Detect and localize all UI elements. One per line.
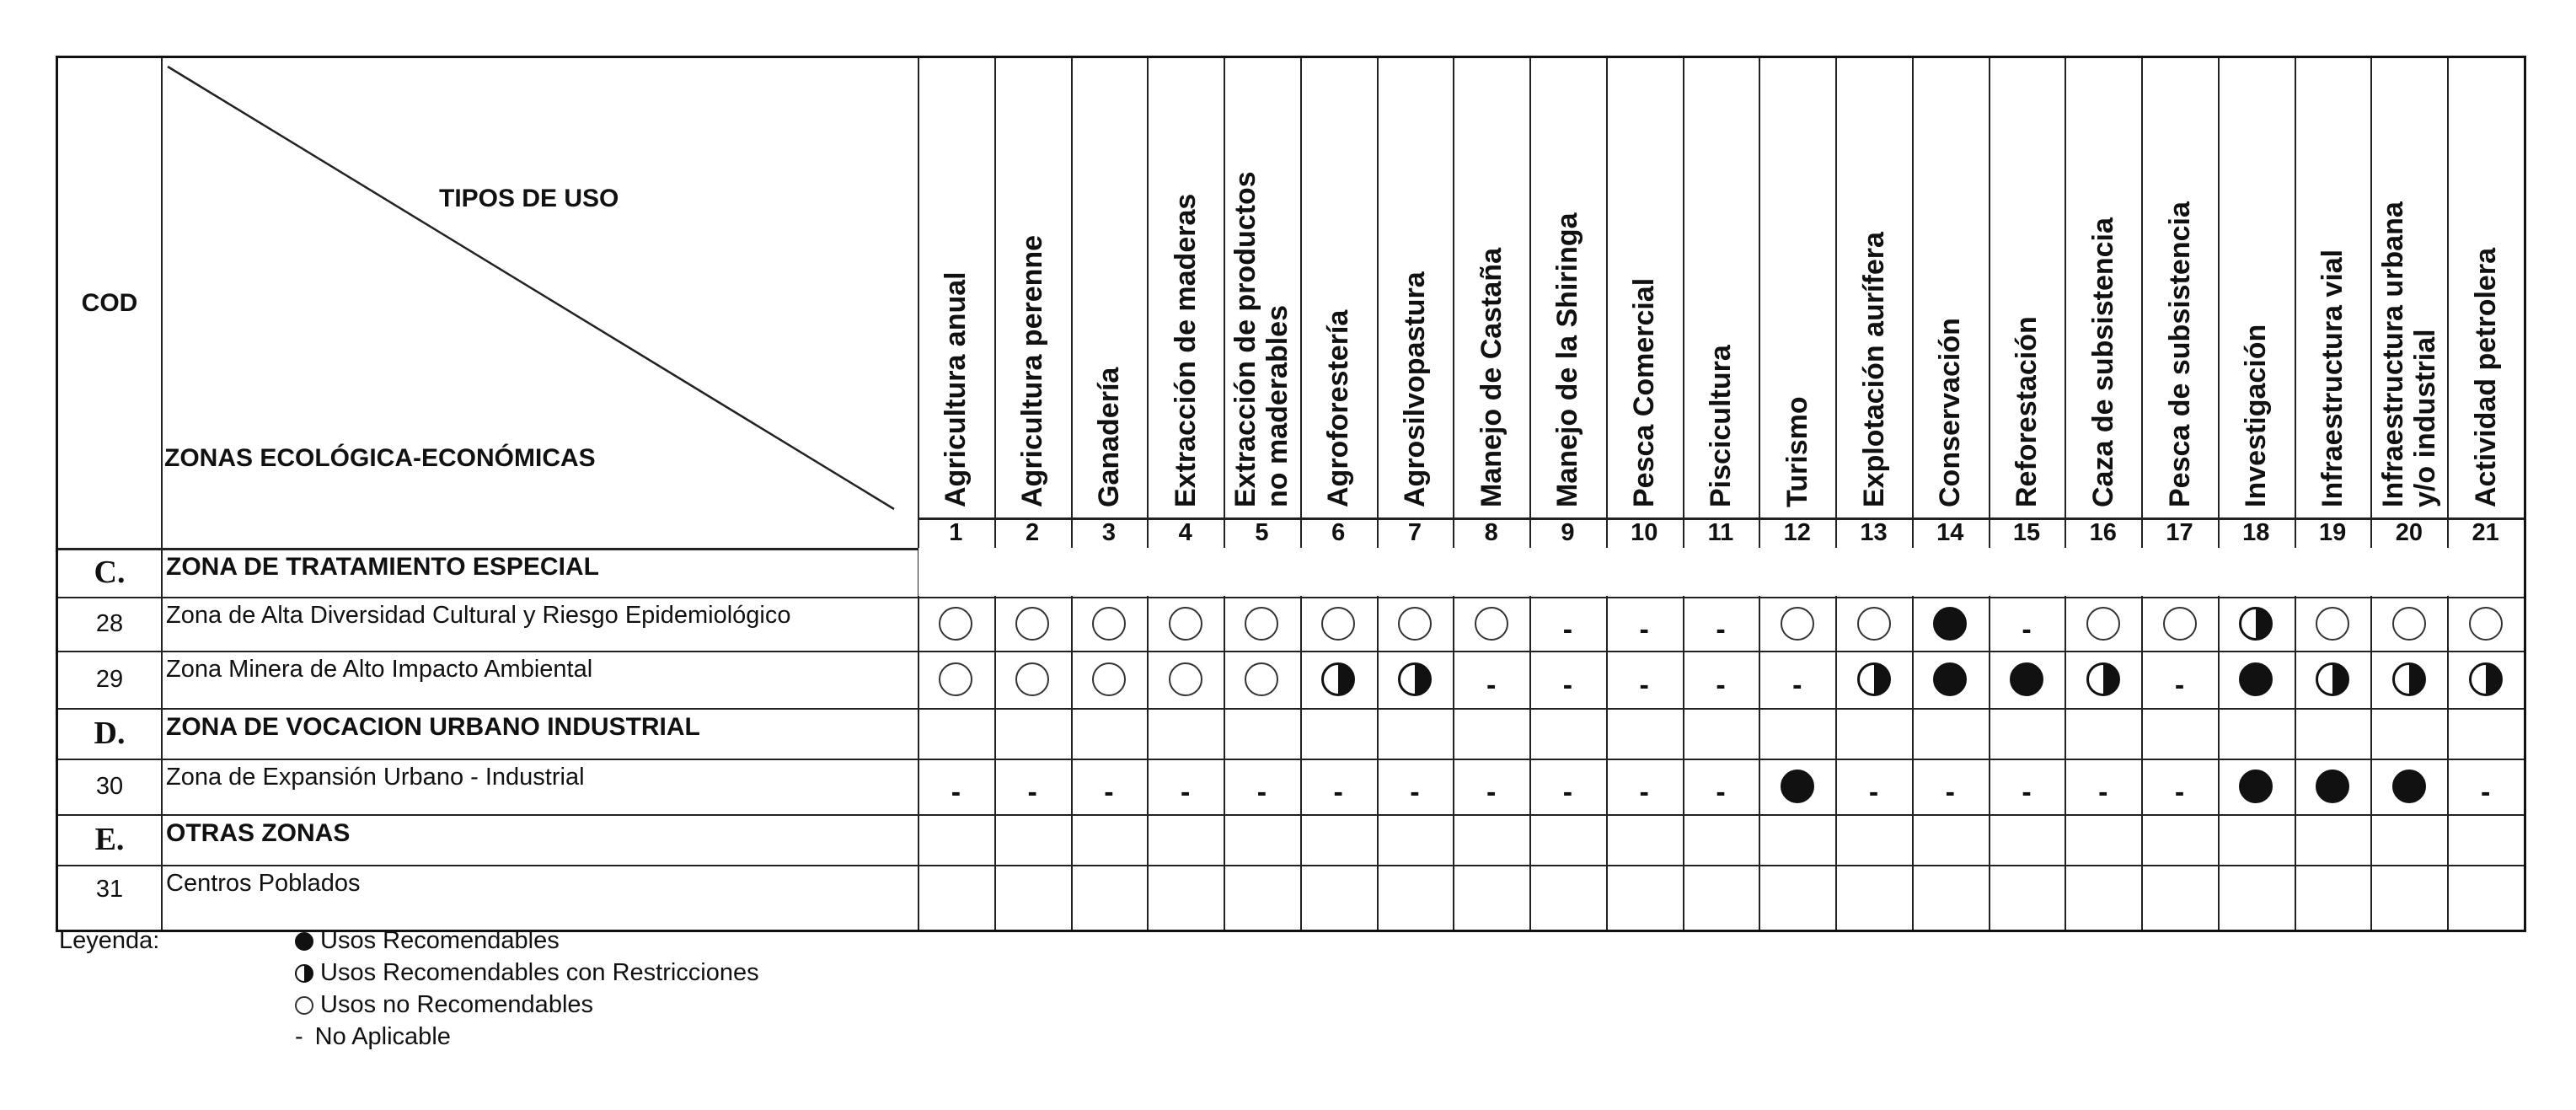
usage-cell [1606,651,1683,708]
column-header-4 [1147,58,1224,517]
column-number: 9 [1561,518,1575,546]
legend-label: Usos Recomendables con Restricciones [320,959,759,986]
not-applicable-dash: - [295,1023,303,1050]
usage-cell [918,759,994,814]
section-title: OTRAS ZONAS [166,819,351,847]
usage-cell [2370,597,2447,651]
column-number: 18 [2242,518,2270,546]
usage-cell [1147,759,1224,814]
not-applicable-dash: - [2022,614,2032,646]
column-number: 14 [1936,518,1964,546]
usage-cell [1989,597,2065,651]
column-label [1934,318,1966,507]
usage-cell [1071,759,1148,814]
column-header-12 [1759,58,1835,517]
recommended-icon [2316,769,2349,803]
column-label-line: Pesca de subsistencia [2163,201,2196,507]
usage-cell [2295,759,2371,814]
usage-cell [994,865,1071,914]
recommended-icon [2010,662,2043,696]
column-number: 21 [2472,518,2499,546]
legend-item [295,1023,451,1051]
column-label-line: Manejo de la Shiringa [1551,212,1584,507]
column-header-18 [2218,58,2295,517]
usage-cell [1683,759,1759,814]
usage-cell [1683,865,1759,914]
compatibility-table [56,56,2526,932]
legend-item [295,991,593,1019]
usage-cell [1759,865,1835,914]
usage-cell [1377,865,1454,914]
usage-cell [1606,865,1683,914]
not-applicable-dash: - [1945,776,1955,808]
usage-cell [2370,759,2447,814]
not-applicable-dash: - [1716,614,1726,646]
column-label [2377,201,2441,507]
not-applicable-dash: - [1562,669,1573,701]
usage-cell [1071,597,1148,651]
section-code: D. [94,716,126,751]
usage-cell [2218,597,2295,651]
not-recommended-icon [939,607,972,641]
not-applicable-dash: - [1027,776,1037,808]
column-label [2470,248,2502,507]
not-applicable-dash: - [1792,669,1802,701]
not-applicable-dash: - [1716,776,1726,808]
column-label-line: Extracción de productos [1229,171,1262,507]
usage-cell [1606,597,1683,651]
usage-cell [1835,865,1912,914]
usage-cell [1835,597,1912,651]
usage-cell [1453,651,1529,708]
column-number: 11 [1707,518,1734,546]
column-header-17 [2141,58,2218,517]
not-applicable-dash: - [1180,776,1191,808]
usage-cell [1912,651,1989,708]
recommended-icon [2239,769,2273,803]
column-label-line: Caza de subsistencia [2086,217,2119,507]
usage-cell [918,597,994,651]
usage-cell [1224,651,1300,708]
column-header-14 [1912,58,1989,517]
not-recommended-icon [1169,607,1202,641]
usage-cell [2065,651,2141,708]
not-recommended-icon [2469,607,2503,641]
not-recommended-icon [1245,662,1278,696]
column-label-line: y/o industrial [2408,329,2441,507]
usage-cell [1989,759,2065,814]
column-header-21 [2447,58,2524,517]
column-header-1 [918,58,994,517]
usage-cell [1224,597,1300,651]
column-number: 2 [1026,518,1040,546]
column-number: 1 [949,518,963,546]
usage-cell [2295,651,2371,708]
zone-name: Zona Minera de Alto Impacto Ambiental [166,656,593,683]
legend-title: Leyenda: [59,927,160,954]
usage-cell [2447,651,2524,708]
column-label-line: Infraestructura urbana [2376,201,2409,507]
not-recommended-icon [1475,607,1508,641]
usage-cell [2370,865,2447,914]
usage-cell [1912,865,1989,914]
usage-cell [2065,865,2141,914]
not-recommended-icon [939,662,972,696]
usage-cell [1835,759,1912,814]
not-applicable-dash: - [1333,776,1343,808]
not-recommended-icon [1015,607,1049,641]
zone-name: Centros Poblados [166,870,361,897]
usage-cell [2447,597,2524,651]
column-label-line: Extracción de maderas [1169,193,1202,507]
legend-label: Usos no Recomendables [320,991,594,1018]
restricted-icon [2469,662,2503,696]
legend-item [295,959,759,987]
not-recommended-icon [1321,607,1355,641]
usage-cell [1147,597,1224,651]
section-title: ZONA DE TRATAMIENTO ESPECIAL [166,553,599,581]
not-recommended-icon [1092,662,1126,696]
usage-cell [1300,651,1377,708]
usage-cell [918,865,994,914]
legend-item [295,927,560,955]
usage-cell [2141,651,2218,708]
column-header-9 [1529,58,1606,517]
row-code: 30 [95,772,124,800]
cod-header: COD [81,288,138,317]
column-label [1628,278,1660,507]
not-recommended-icon [2163,607,2197,641]
column-header-13 [1835,58,1912,517]
column-header-7 [1377,58,1454,517]
not-applicable-dash: - [1562,776,1573,808]
not-recommended-icon [2086,607,2120,641]
column-label [1781,396,1813,507]
usage-cell [2218,865,2295,914]
usage-cell [1300,865,1377,914]
restricted-icon [2392,662,2426,696]
not-recommended-icon [1398,607,1432,641]
not-recommended-icon [1245,607,1278,641]
recommended-icon [1933,607,1967,641]
usage-cell [1453,759,1529,814]
restricted-icon [2239,607,2273,641]
usage-cell [918,651,994,708]
column-number: 19 [2318,518,2347,546]
column-label-line: Pesca Comercial [1628,277,1661,507]
usage-cell [1759,759,1835,814]
usage-cell [994,759,1071,814]
legend-label: No Aplicable [314,1023,451,1050]
usage-cell [1759,597,1835,651]
not-applicable-dash: - [2480,776,2491,808]
usage-cell [2218,759,2295,814]
column-label-line: Infraestructura vial [2316,249,2349,507]
section-code: C. [94,555,126,590]
restricted-icon [295,964,313,983]
recommended-icon [1933,662,1967,696]
usage-cell [1224,865,1300,914]
not-applicable-dash: - [1716,669,1726,701]
column-label [2240,324,2272,507]
usage-cell [2295,597,2371,651]
column-label-line: Turismo [1781,396,1813,507]
column-header-6 [1300,58,1377,517]
column-label-line: Piscicultura [1704,345,1737,507]
zonas-label: ZONAS ECOLÓGICA-ECONÓMICAS [164,444,596,472]
column-header-3 [1071,58,1148,517]
column-label-line: Explotación aurífera [1857,232,1890,507]
recommended-icon [2239,662,2273,696]
diagonal-divider [161,58,918,548]
column-label-line: Agrosilvopastura [1398,271,1431,507]
column-number: 13 [1860,518,1888,546]
row-code: 29 [95,665,124,693]
usage-cell [994,651,1071,708]
usage-cell [1147,865,1224,914]
usage-cell [2065,597,2141,651]
column-label-line: Ganadería [1092,367,1125,507]
not-applicable-dash: - [2098,776,2108,808]
column-label [1229,171,1293,507]
column-header-8 [1453,58,1529,517]
column-number: 15 [2012,518,2041,546]
column-header-20 [2370,58,2447,517]
row-code: 31 [95,875,124,903]
column-number: 8 [1484,518,1498,546]
column-label [1858,232,1890,507]
usage-cell [1071,651,1148,708]
column-number: 5 [1255,518,1269,546]
column-header-11 [1683,58,1759,517]
restricted-icon [1857,662,1891,696]
usage-cell [1912,759,1989,814]
usage-cell [1529,759,1606,814]
restricted-icon [1398,662,1432,696]
zone-name: Zona de Expansión Urbano - Industrial [166,764,585,791]
column-number: 17 [2166,518,2193,546]
restricted-icon [2086,662,2120,696]
not-recommended-icon [2392,607,2426,641]
usage-cell [1071,865,1148,914]
column-label [1093,367,1125,507]
column-number: 7 [1407,518,1422,546]
tipos-de-uso-label: TIPOS DE USO [439,185,619,212]
not-applicable-dash: - [2174,776,2185,808]
recommended-icon [2392,769,2426,803]
not-applicable-dash: - [1256,776,1267,808]
usage-cell [1300,597,1377,651]
merged-section-row [918,548,2524,596]
usage-cell [2141,597,2218,651]
column-header-15 [1989,58,2065,517]
not-recommended-icon [1015,662,1049,696]
usage-cell [1683,597,1759,651]
not-applicable-dash: - [1410,776,1420,808]
usage-cell [1989,865,2065,914]
usage-cell [2065,759,2141,814]
not-recommended-icon [2316,607,2349,641]
column-label [1016,235,1048,507]
legend-label: Usos Recomendables [320,927,560,954]
not-applicable-dash: - [1868,776,1879,808]
not-applicable-dash: - [2174,669,2185,701]
column-header-16 [2065,58,2141,517]
usage-cell [1683,651,1759,708]
not-recommended-icon [1092,607,1126,641]
column-label [2011,316,2043,507]
not-applicable-dash: - [1639,776,1649,808]
not-applicable-dash: - [951,776,961,808]
column-header-19 [2295,58,2371,517]
usage-cell [1453,597,1529,651]
not-applicable-dash: - [1639,669,1649,701]
column-label [1170,194,1202,507]
usage-cell [2218,651,2295,708]
column-label-line: Agricultura perenne [1016,234,1049,507]
column-number: 4 [1178,518,1192,546]
not-recommended-icon [295,996,313,1015]
usage-cell [2295,865,2371,914]
recommended-icon [1781,769,1814,803]
restricted-icon [2316,662,2349,696]
column-number: 12 [1783,518,1811,546]
usage-cell [1377,759,1454,814]
column-label [2316,249,2348,507]
column-label-line: no maderables [1261,305,1294,507]
row-divider [918,517,2524,520]
recommended-icon [295,932,313,951]
column-label [940,271,972,507]
column-label [1399,271,1431,507]
usage-cell [2447,865,2524,914]
column-number: 16 [2089,518,2117,546]
usage-cell [1453,865,1529,914]
usage-cell [2141,865,2218,914]
column-label-line: Reforestación [2011,316,2043,507]
column-header-10 [1606,58,1683,517]
usage-cell [1529,865,1606,914]
usage-cell [1147,651,1224,708]
usage-cell [994,597,1071,651]
not-applicable-dash: - [1639,614,1649,646]
column-label-line: Investigación [2240,324,2273,507]
column-label-line: Manejo de Castaña [1475,248,1508,507]
usage-cell [1300,759,1377,814]
usage-cell [1989,651,2065,708]
row-code: 28 [95,609,124,637]
column-label [2164,201,2196,507]
not-applicable-dash: - [2022,776,2032,808]
usage-cell [1224,759,1300,814]
usage-cell [1529,651,1606,708]
usage-cell [2370,651,2447,708]
not-applicable-dash: - [1486,776,1497,808]
column-number: 10 [1631,518,1658,546]
zone-name: Zona de Alta Diversidad Cultural y Riesgo Epidemiológico [166,602,791,629]
column-label [1705,345,1737,507]
usage-cell [1377,651,1454,708]
not-recommended-icon [1169,662,1202,696]
column-label-line: Agroforestería [1322,309,1355,507]
usage-cell [1759,651,1835,708]
usage-cell [1835,651,1912,708]
column-label [2087,217,2119,507]
column-number: 6 [1331,518,1346,546]
usage-cell [2141,759,2218,814]
column-header-5 [1224,58,1300,517]
not-recommended-icon [1857,607,1891,641]
section-title: ZONA DE VOCACION URBANO INDUSTRIAL [166,713,700,741]
column-label-line: Conservación [1934,318,1967,507]
restricted-icon [1321,662,1355,696]
not-applicable-dash: - [1562,614,1573,646]
column-number: 20 [2395,518,2423,546]
usage-cell [2447,759,2524,814]
usage-cell [1606,759,1683,814]
not-applicable-dash: - [1486,669,1497,701]
usage-cell [1377,597,1454,651]
column-label [1475,248,1508,507]
usage-cell [1912,597,1989,651]
column-label [1551,212,1583,507]
column-header-2 [994,58,1071,517]
not-applicable-dash: - [1104,776,1114,808]
column-label [1322,310,1354,507]
usage-cell [1529,597,1606,651]
column-number: 3 [1101,518,1116,546]
section-code: E. [94,822,125,857]
column-label-line: Actividad petrolera [2469,248,2502,507]
column-label-line: Agricultura anual [940,271,972,507]
not-recommended-icon [1781,607,1814,641]
